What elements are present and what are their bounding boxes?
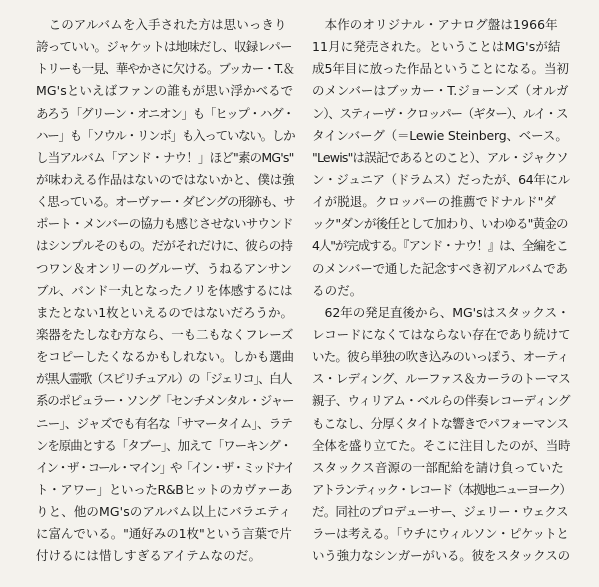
right-column-text-line: ン）、スティーヴ・クロッパー（ギター）、ルイ・ス: [312, 105, 568, 121]
right-column-text-line: るのだ。: [312, 282, 363, 298]
right-column-text-line: スタックス音源の一部配給を請け負っていた: [312, 459, 564, 475]
left-column-text-line: このアルバムを入手された方は思いっきり: [36, 17, 287, 32]
left-column-text-line: 系のポピュラー・ソング「センチメンタル・ジャー: [36, 393, 294, 409]
right-column-text-line: 全体を盛り立てた。そこに注目したのが、当時: [312, 437, 571, 453]
right-column-text-line: ック"ダンが後任として加わり、いわゆる"黄金の: [312, 216, 568, 232]
left-column-text-line: に富んでいる。"通好みの1枚"という言葉で片: [36, 526, 292, 542]
left-column-text-line: 誇っていい。ジャケットは地味だし、収録レパー: [36, 39, 292, 55]
right-column-text-line: ラーは考える。「ウチにウィルソン・ピケットと: [312, 526, 569, 542]
left-column-text-line: つワン＆オンリーのグルーヴ、うねるアンサン: [36, 260, 292, 276]
left-column-text-line: あろう「グリーン・オニオン」も「ヒップ・ハグ・: [36, 105, 294, 121]
right-column-text-line: もこなし、分厚くタイトな響きでパフォーマンス: [312, 415, 569, 431]
right-column-text-line: いう強力なシンガーがいる。彼をスタックスの: [312, 548, 570, 564]
right-column-text-line: レコードになくてはならない存在であり続けて: [312, 326, 571, 342]
left-column-text-line: をコピーしたくなるかもしれない。しかも選曲: [36, 349, 294, 365]
right-column-text-line: 11月に発売された。ということはMG'sが結: [312, 39, 561, 55]
left-column-text-line: トリーも一見、華やかさに欠ける。ブッカー・T.＆: [36, 61, 294, 77]
left-column-text-line: ンを原曲とする「タブー」、加えて「ワーキング・: [36, 437, 292, 453]
left-column-text-line: が黒人霊歌（スピリチュアル）の「ジェリコ」、白人: [36, 371, 291, 387]
right-column-text-line: ン・ジュニア（ドラムス）だったが、64年にル: [312, 171, 570, 187]
left-column-text-line: 楽器をたしなむ方なら、一も二もなくフレーズ: [36, 326, 294, 342]
right-column-text-line: だ。同社のプロデューサー、ジェリー・ウェクス: [312, 504, 568, 520]
left-column-text-line: イン・ザ・コール・マイン」や「イン・ザ・ミッドナイ: [36, 459, 294, 475]
right-column-text-line: "Lewis"は誤記であるとのこと）、アル・ジャクソ: [312, 149, 568, 165]
right-column-text-line: 成5年目に放った作品ということになる。当初: [312, 61, 569, 77]
right-column-text-line: 親子、ウィリアム・ベルらの伴奏レコーディング: [312, 393, 570, 409]
right-text-column: [312, 14, 570, 568]
right-column-text-line: タインバーグ（＝Lewie Steinberg、ベース。: [312, 127, 568, 143]
right-column-text-line: アトランティック・レコード（本拠地ニューヨーク）: [312, 481, 571, 497]
right-column-text-line: いた。彼ら単独の吹き込みのいっぽう、オーティ: [312, 349, 569, 365]
left-column-text-line: りと、他のMG'sのアルバム以上にバラエティ: [36, 504, 292, 520]
left-column-text-line: またとない1枚といえるのではないだろうか。: [36, 304, 293, 320]
left-text-column: [36, 14, 294, 568]
left-column-text-line: はシンプルそのもの。だがそれだけに、彼らの持: [36, 238, 293, 254]
right-column-text-line: 4人"が完成する。『アンド・ナウ！』は、全編をこ: [312, 238, 568, 254]
right-column-text-line: 本作のオリジナル・アナログ盤は1966年: [312, 17, 558, 32]
right-column-text-line: 62年の発足直後から、MG'sはスタックス・: [312, 304, 570, 320]
left-column-text-line: く思っている。オーヴァー・ダビングの形跡も、サ: [36, 194, 295, 210]
right-column-text-line: のメンバーで通した記念すべき初アルバムであ: [312, 260, 568, 276]
left-column-text-line: ポート・メンバーの協力も感じさせないサウンド: [36, 216, 293, 232]
left-column-text-line: が味わえる作品はないのではないかと、僕は強: [36, 171, 295, 187]
left-column-text-line: MG'sといえばファンの誰もが思い浮かべるで: [36, 83, 294, 99]
left-column-text-line: ニー」、ジャズでも有名な「サマータイム」、ラテ: [36, 415, 293, 431]
right-column-text-line: のメンバーはブッカー・T.ジョーンズ（オルガ: [312, 83, 569, 99]
right-column-text-line: ス・レディング、ルーファス＆カーラのトーマス: [312, 371, 571, 387]
left-column-text-line: し当アルバム「アンド・ナウ！」ほど"素のMG's": [36, 149, 294, 165]
right-column-text-line: イが脱退。クロッパーの推薦でドナルド"ダ: [312, 194, 557, 210]
left-column-text-line: 付けるには惜しすぎるアイテムなのだ。: [36, 548, 262, 564]
left-column-text-line: ト・アワー」といったR&Bヒットのカヴァーあ: [36, 481, 293, 497]
left-column-text-line: ブル、バンド一丸となったノリを体感するには: [36, 282, 293, 298]
left-column-text-line: ハー」も「ソウル・リンボ」も入っていない。しか: [36, 127, 295, 143]
